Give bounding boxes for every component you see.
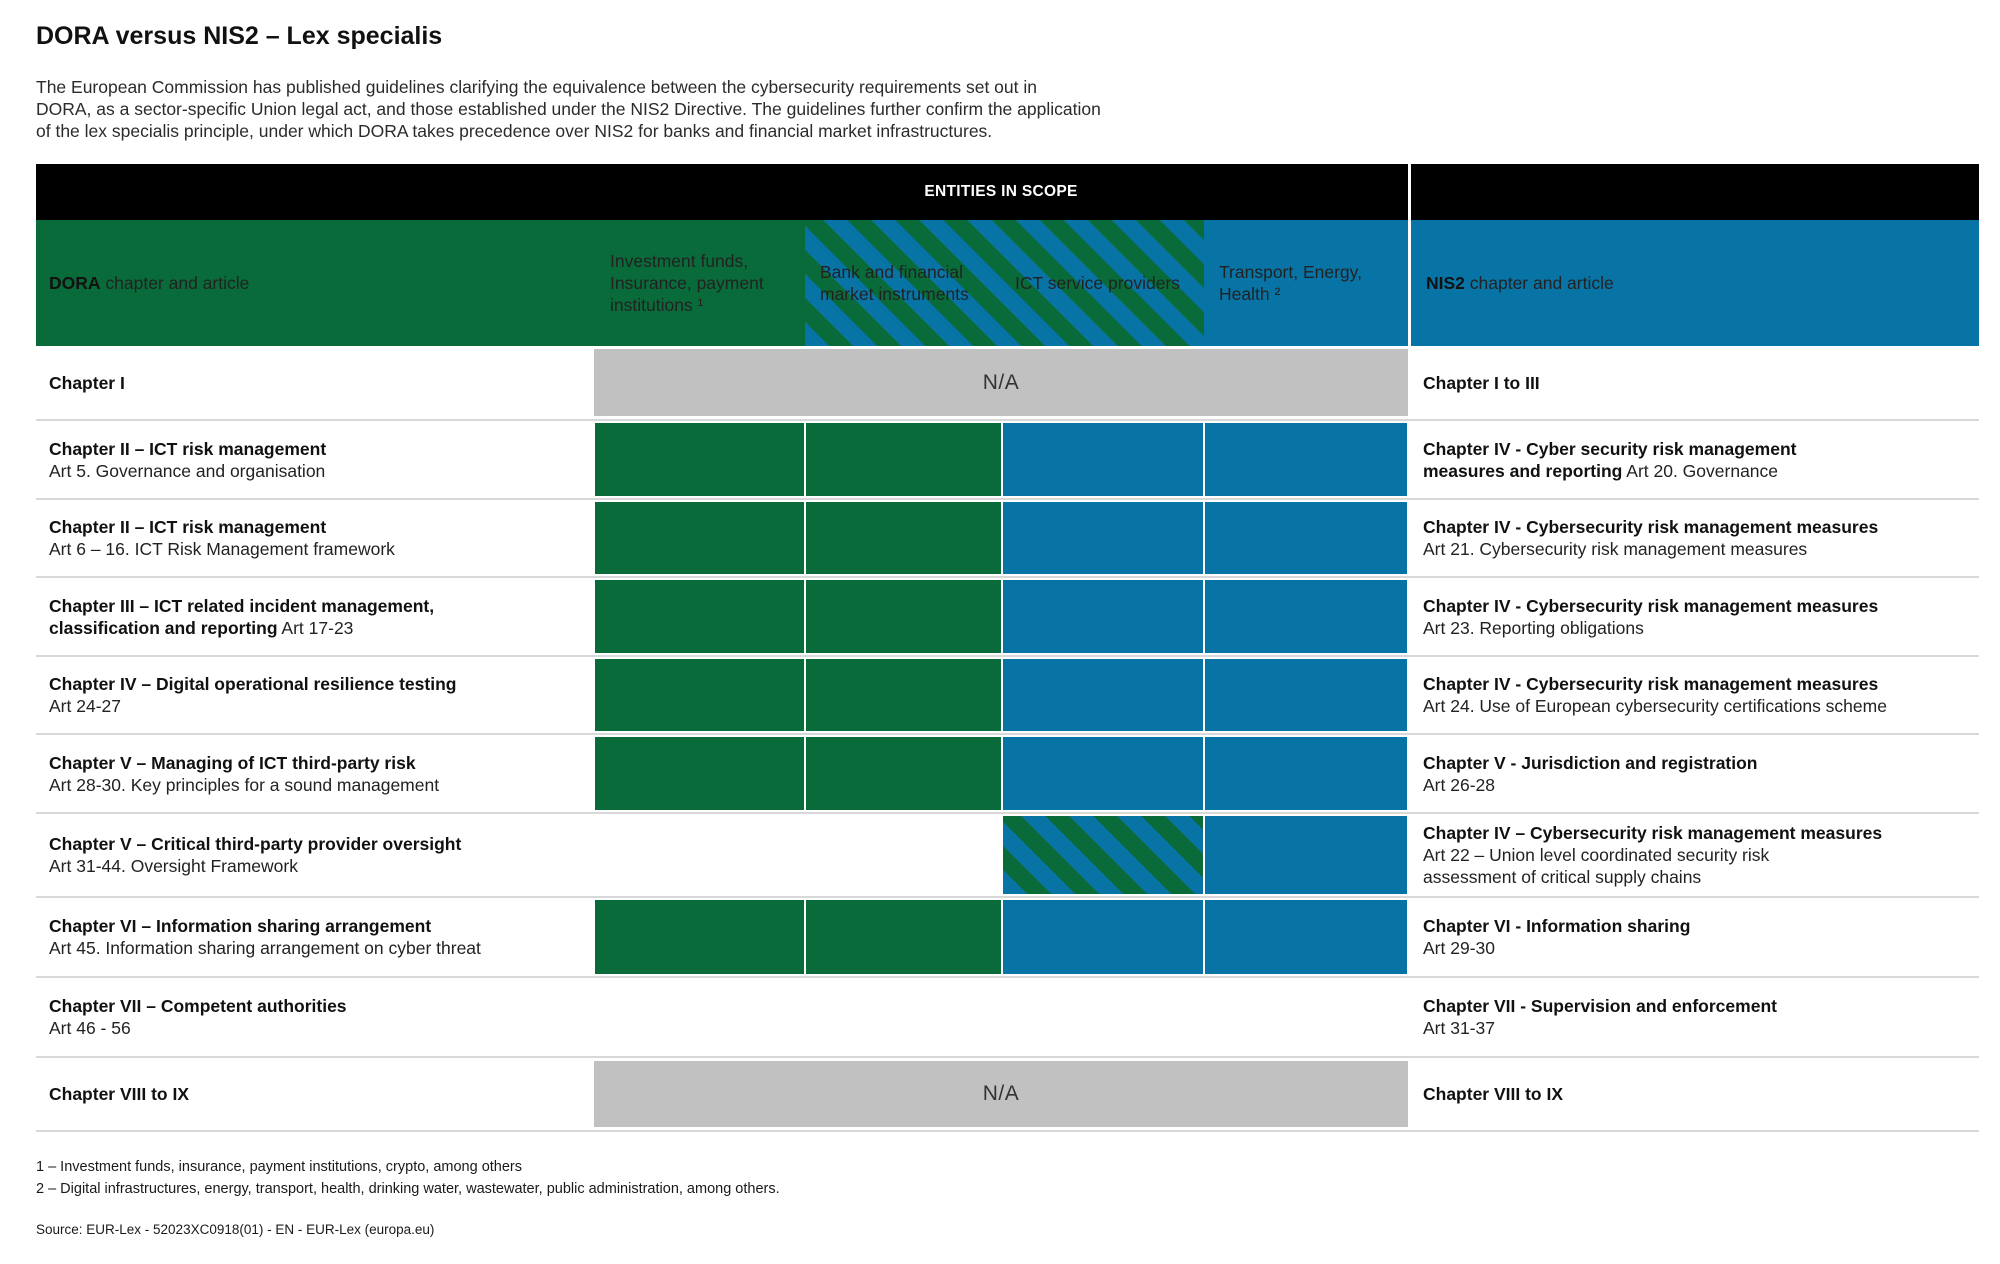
scope-cell-row-3-investment-funds <box>594 500 805 578</box>
header-label-line: Insurance, payment <box>610 273 764 293</box>
chapter-title-text: Chapter I <box>49 372 125 393</box>
dora-cell-row-5 <box>36 657 594 735</box>
header-label-line: Transport, Energy, <box>1219 262 1362 282</box>
chapter-title-text: Chapter IV - Cybersecurity risk management measures <box>1423 517 1879 537</box>
chapter-title-text: NIS2 <box>1426 273 1465 293</box>
nis2-scope-band <box>1205 737 1407 810</box>
nis2-cell-row-3 <box>1408 500 1979 578</box>
dora-scope-band <box>595 580 804 653</box>
chapter-title-text: measures and reporting <box>1423 460 1623 481</box>
article-text: Art 28-30. Key principles for a sound management <box>49 774 440 795</box>
article-text: Art 24-27 <box>49 696 121 716</box>
nis2-cell-row-1 <box>1408 346 1979 421</box>
scope-cell-row-4-transport-energy-health <box>1204 578 1408 657</box>
source-line: Source: EUR-Lex - 52023XC0918(01) - EN - EUR-Lex (europa.eu) <box>36 1222 435 1237</box>
entities-in-scope-label: ENTITIES IN SCOPE <box>924 183 1078 200</box>
header-bank-financial-market <box>805 261 1002 305</box>
chapter-title-text: Chapter VI - Information sharing <box>1423 916 1691 936</box>
scope-cell-row-4-investment-funds <box>594 578 805 657</box>
dora-cell-row-6 <box>36 735 594 814</box>
chapter-title-text: Chapter VII – Competent authorities <box>49 996 347 1016</box>
header-label-line: institutions ¹ <box>610 295 704 315</box>
scope-cell-row-3-ict-service-providers <box>1002 500 1204 578</box>
chapter-title-text: Chapter VIII to IX <box>49 1084 190 1104</box>
article-text: chapter and article <box>1464 273 1614 293</box>
scope-cell-row-5-transport-energy-health <box>1204 657 1408 735</box>
na-band-row-10 <box>594 1058 1408 1132</box>
chapter-title-text: Chapter V - Jurisdiction and registration <box>1423 752 1758 773</box>
nis2-cell-row-2 <box>1408 421 1979 500</box>
chapter-title-text: Chapter IV – Cybersecurity risk management measures <box>1423 823 1883 843</box>
scope-cell-row-7-investment-funds <box>594 814 805 898</box>
scope-cell-row-2-investment-funds <box>594 421 805 500</box>
shared-scope-band <box>1003 816 1203 894</box>
header-label-line: ICT service providers <box>1015 273 1181 293</box>
scope-cell-row-9-bank-financial-market <box>805 978 1002 1058</box>
dora-scope-band <box>806 423 1001 496</box>
nis2-scope-band <box>1205 659 1407 731</box>
chapter-title-text: Chapter V – Managing of ICT third-party risk <box>49 752 416 773</box>
nis2-scope-band <box>1003 900 1203 974</box>
scope-cell-row-5-investment-funds <box>594 657 805 735</box>
dora-scope-band <box>595 900 804 974</box>
article-text: Art 24. Use of European cybersecurity certifications scheme <box>1423 696 1887 716</box>
nis2-scope-band <box>1003 423 1203 496</box>
dora-scope-band <box>595 502 804 574</box>
article-text: Art 31-37 <box>1423 1018 1495 1038</box>
header-label-line: Bank and financial <box>820 262 964 282</box>
dora-cell-row-10 <box>36 1058 594 1132</box>
comparison-table <box>36 164 1979 1132</box>
scope-cell-row-9-ict-service-providers <box>1002 978 1204 1058</box>
na-band-row-1 <box>594 346 1408 421</box>
scope-cell-row-7-transport-energy-health <box>1204 814 1408 898</box>
nis2-scope-band <box>1205 580 1407 653</box>
scope-cell-row-2-transport-energy-health <box>1204 421 1408 500</box>
dora-scope-band <box>595 423 804 496</box>
scope-cell-row-4-ict-service-providers <box>1002 578 1204 657</box>
chapter-title-text: Chapter IV - Cyber security risk management <box>1423 438 1797 459</box>
chapter-title-text: Chapter IV – Digital operational resilience testing <box>49 674 457 694</box>
scope-cell-row-8-ict-service-providers <box>1002 898 1204 978</box>
scope-cell-row-8-bank-financial-market <box>805 898 1002 978</box>
header-label-line: Health ² <box>1219 284 1281 304</box>
nis2-scope-band <box>1205 423 1407 496</box>
dora-scope-band <box>806 737 1001 810</box>
dora-cell-row-8 <box>36 898 594 978</box>
article-text: Art 31-44. Oversight Framework <box>49 856 298 876</box>
footnote-2: 2 – Digital infrastructures, energy, transport, health, drinking water, wastewater, public administration, among others. <box>36 1181 780 1197</box>
chapter-title-text: Chapter III – ICT related incident management, <box>49 595 435 616</box>
article-text: Art 20. Governance <box>1622 460 1779 481</box>
chapter-title-text: Chapter II – ICT risk management <box>49 438 327 459</box>
scope-cell-row-5-bank-financial-market <box>805 657 1002 735</box>
article-text: Art 45. Information sharing arrangement on cyber threat <box>49 938 481 958</box>
article-text: Art 17-23 <box>277 617 354 638</box>
header-label-line: market instruments <box>820 284 969 304</box>
header-label-line: Investment funds, <box>610 251 749 271</box>
nis2-scope-band <box>1003 659 1203 731</box>
scope-cell-row-2-bank-financial-market <box>805 421 1002 500</box>
header-investment-funds <box>594 220 805 346</box>
intro-paragraph <box>36 76 1176 142</box>
dora-cell-row-1 <box>36 346 594 421</box>
dora-cell-row-3 <box>36 500 594 578</box>
nis2-cell-row-4 <box>1408 578 1979 657</box>
header-label-line: DORA, as a sector-specific Union legal act, and those established under the NIS2 Directive. The guidelines further confirm the application <box>36 99 1101 119</box>
nis2-cell-row-7 <box>1408 814 1979 898</box>
header-striped-group <box>805 220 1204 346</box>
scope-cell-row-8-investment-funds <box>594 898 805 978</box>
header-label-line: The European Commission has published guidelines clarifying the equivalence between the cybersecurity requirements set out in <box>36 77 1037 97</box>
article-text: Art 21. Cybersecurity risk management measures <box>1423 539 1808 559</box>
scope-cell-row-2-ict-service-providers <box>1002 421 1204 500</box>
nis2-scope-band <box>1205 900 1407 974</box>
header-dora-chapter <box>36 220 594 346</box>
nis2-scope-band <box>1205 502 1407 574</box>
dora-scope-band <box>806 502 1001 574</box>
chapter-title-text: Chapter VI – Information sharing arrangement <box>49 916 432 936</box>
chapter-title-text: Chapter IV - Cybersecurity risk management measures <box>1423 595 1879 616</box>
page-title: DORA versus NIS2 – Lex specialis <box>36 22 443 50</box>
dora-cell-row-2 <box>36 421 594 500</box>
chapter-title-text: Chapter IV - Cybersecurity risk management measures <box>1423 674 1879 694</box>
nis2-cell-row-10 <box>1408 1058 1979 1132</box>
header-transport-energy-health <box>1204 220 1408 346</box>
article-text: Art 26-28 <box>1423 774 1495 795</box>
entities-in-scope-banner <box>36 164 1408 220</box>
chapter-title-text: Chapter VIII to IX <box>1423 1084 1564 1104</box>
footnotes <box>36 1156 780 1200</box>
header-ict-service-providers <box>1002 272 1204 294</box>
footnote-1: 1 – Investment funds, insurance, payment institutions, crypto, among others <box>36 1159 523 1175</box>
scope-cell-row-9-transport-energy-health <box>1204 978 1408 1058</box>
nis2-scope-band <box>1003 580 1203 653</box>
article-text: Art 22 – Union level coordinated security risk <box>1423 845 1770 865</box>
dora-cell-row-7 <box>36 814 594 898</box>
dora-scope-band <box>595 659 804 731</box>
na-label: N/A <box>594 1061 1408 1127</box>
dora-scope-band <box>806 659 1001 731</box>
dora-cell-row-9 <box>36 978 594 1058</box>
chapter-title-text: Chapter II – ICT risk management <box>49 517 327 537</box>
chapter-title-text: DORA <box>49 273 101 293</box>
article-text: assessment of critical supply chains <box>1423 867 1702 887</box>
scope-cell-row-3-transport-energy-health <box>1204 500 1408 578</box>
scope-cell-row-4-bank-financial-market <box>805 578 1002 657</box>
nis2-scope-band <box>1205 816 1407 894</box>
nis2-cell-row-9 <box>1408 978 1979 1058</box>
nis2-cell-row-6 <box>1408 735 1979 814</box>
header-nis2-chapter <box>1408 220 1979 346</box>
dora-scope-band <box>595 737 804 810</box>
nis2-cell-row-8 <box>1408 898 1979 978</box>
header-label-line: of the lex specialis principle, under which DORA takes precedence over NIS2 for banks and financial market infrastructures. <box>36 121 993 141</box>
scope-cell-row-8-transport-energy-health <box>1204 898 1408 978</box>
article-text: Art 29-30 <box>1423 938 1495 958</box>
scope-cell-row-6-ict-service-providers <box>1002 735 1204 814</box>
chapter-title-text: Chapter VII - Supervision and enforcement <box>1423 996 1777 1016</box>
nis2-cell-row-5 <box>1408 657 1979 735</box>
nis2-scope-band <box>1003 502 1203 574</box>
scope-cell-row-7-bank-financial-market <box>805 814 1002 898</box>
dora-scope-band <box>806 900 1001 974</box>
scope-cell-row-7-ict-service-providers <box>1002 814 1204 898</box>
scope-cell-row-6-transport-energy-health <box>1204 735 1408 814</box>
scope-cell-row-6-investment-funds <box>594 735 805 814</box>
article-text: Art 6 – 16. ICT Risk Management framework <box>49 539 395 559</box>
chapter-title-text: Chapter I to III <box>1423 372 1540 393</box>
dora-cell-row-4 <box>36 578 594 657</box>
article-text: Art 46 - 56 <box>49 1018 131 1038</box>
chapter-title-text: classification and reporting <box>49 617 278 638</box>
article-text: chapter and article <box>100 273 250 293</box>
banner-right-segment <box>1408 164 1979 220</box>
chapter-title-text: Chapter V – Critical third-party provider oversight <box>49 834 462 854</box>
scope-cell-row-6-bank-financial-market <box>805 735 1002 814</box>
na-label: N/A <box>594 349 1408 416</box>
dora-scope-band <box>806 580 1001 653</box>
nis2-scope-band <box>1003 737 1203 810</box>
article-text: Art 5. Governance and organisation <box>49 460 326 481</box>
scope-cell-row-9-investment-funds <box>594 978 805 1058</box>
scope-cell-row-3-bank-financial-market <box>805 500 1002 578</box>
scope-cell-row-5-ict-service-providers <box>1002 657 1204 735</box>
article-text: Art 23. Reporting obligations <box>1423 617 1644 638</box>
